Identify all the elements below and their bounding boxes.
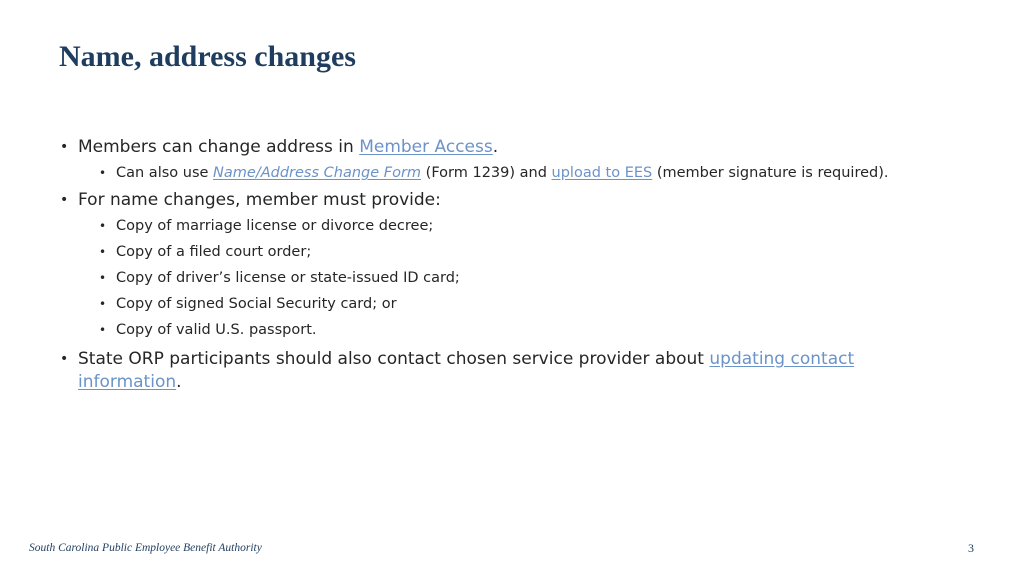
sub-bullet-marriage-license: • Copy of marriage license or divorce decree; xyxy=(59,216,939,236)
bullet-text: For name changes, member must provide: xyxy=(78,190,441,210)
bullet-text: (member signature is required). xyxy=(652,165,889,181)
name-address-change-form-link[interactable]: Name/Address Change Form xyxy=(213,165,422,181)
sub-bullet-drivers-license: • Copy of driver’s license or state-issued ID card; xyxy=(59,268,939,288)
bullet-text: State ORP participants should also contact chosen service provider about xyxy=(78,349,710,369)
slide-title: Name, address changes xyxy=(59,40,356,73)
page-number: 3 xyxy=(968,541,974,555)
bullet-text: (Form 1239) and xyxy=(421,165,552,181)
footer-organization: South Carolina Public Employee Benefit Authority xyxy=(29,542,262,554)
bullet-member-access xyxy=(59,136,939,159)
member-access-link[interactable]: Member Access xyxy=(359,137,493,157)
sub-bullet-change-form xyxy=(59,163,939,183)
sub-bullet-court-order: • Copy of a filed court order; xyxy=(59,242,939,262)
bullet-name-changes xyxy=(59,189,939,212)
bullet-state-orp xyxy=(59,348,939,394)
sub-bullet-passport: • Copy of valid U.S. passport. xyxy=(59,320,939,340)
bullet-text: . xyxy=(492,137,499,157)
sub-bullet-social-security: • Copy of signed Social Security card; or xyxy=(59,294,939,314)
bullet-text: Can also use xyxy=(116,165,214,181)
updating-contact-information-link[interactable]: updating contact information xyxy=(78,349,855,392)
bullet-list xyxy=(59,136,939,398)
bullet-text: . xyxy=(176,372,182,392)
bullet-text: Members can change address in xyxy=(78,137,360,157)
upload-to-ees-link[interactable]: upload to EES xyxy=(551,165,653,181)
